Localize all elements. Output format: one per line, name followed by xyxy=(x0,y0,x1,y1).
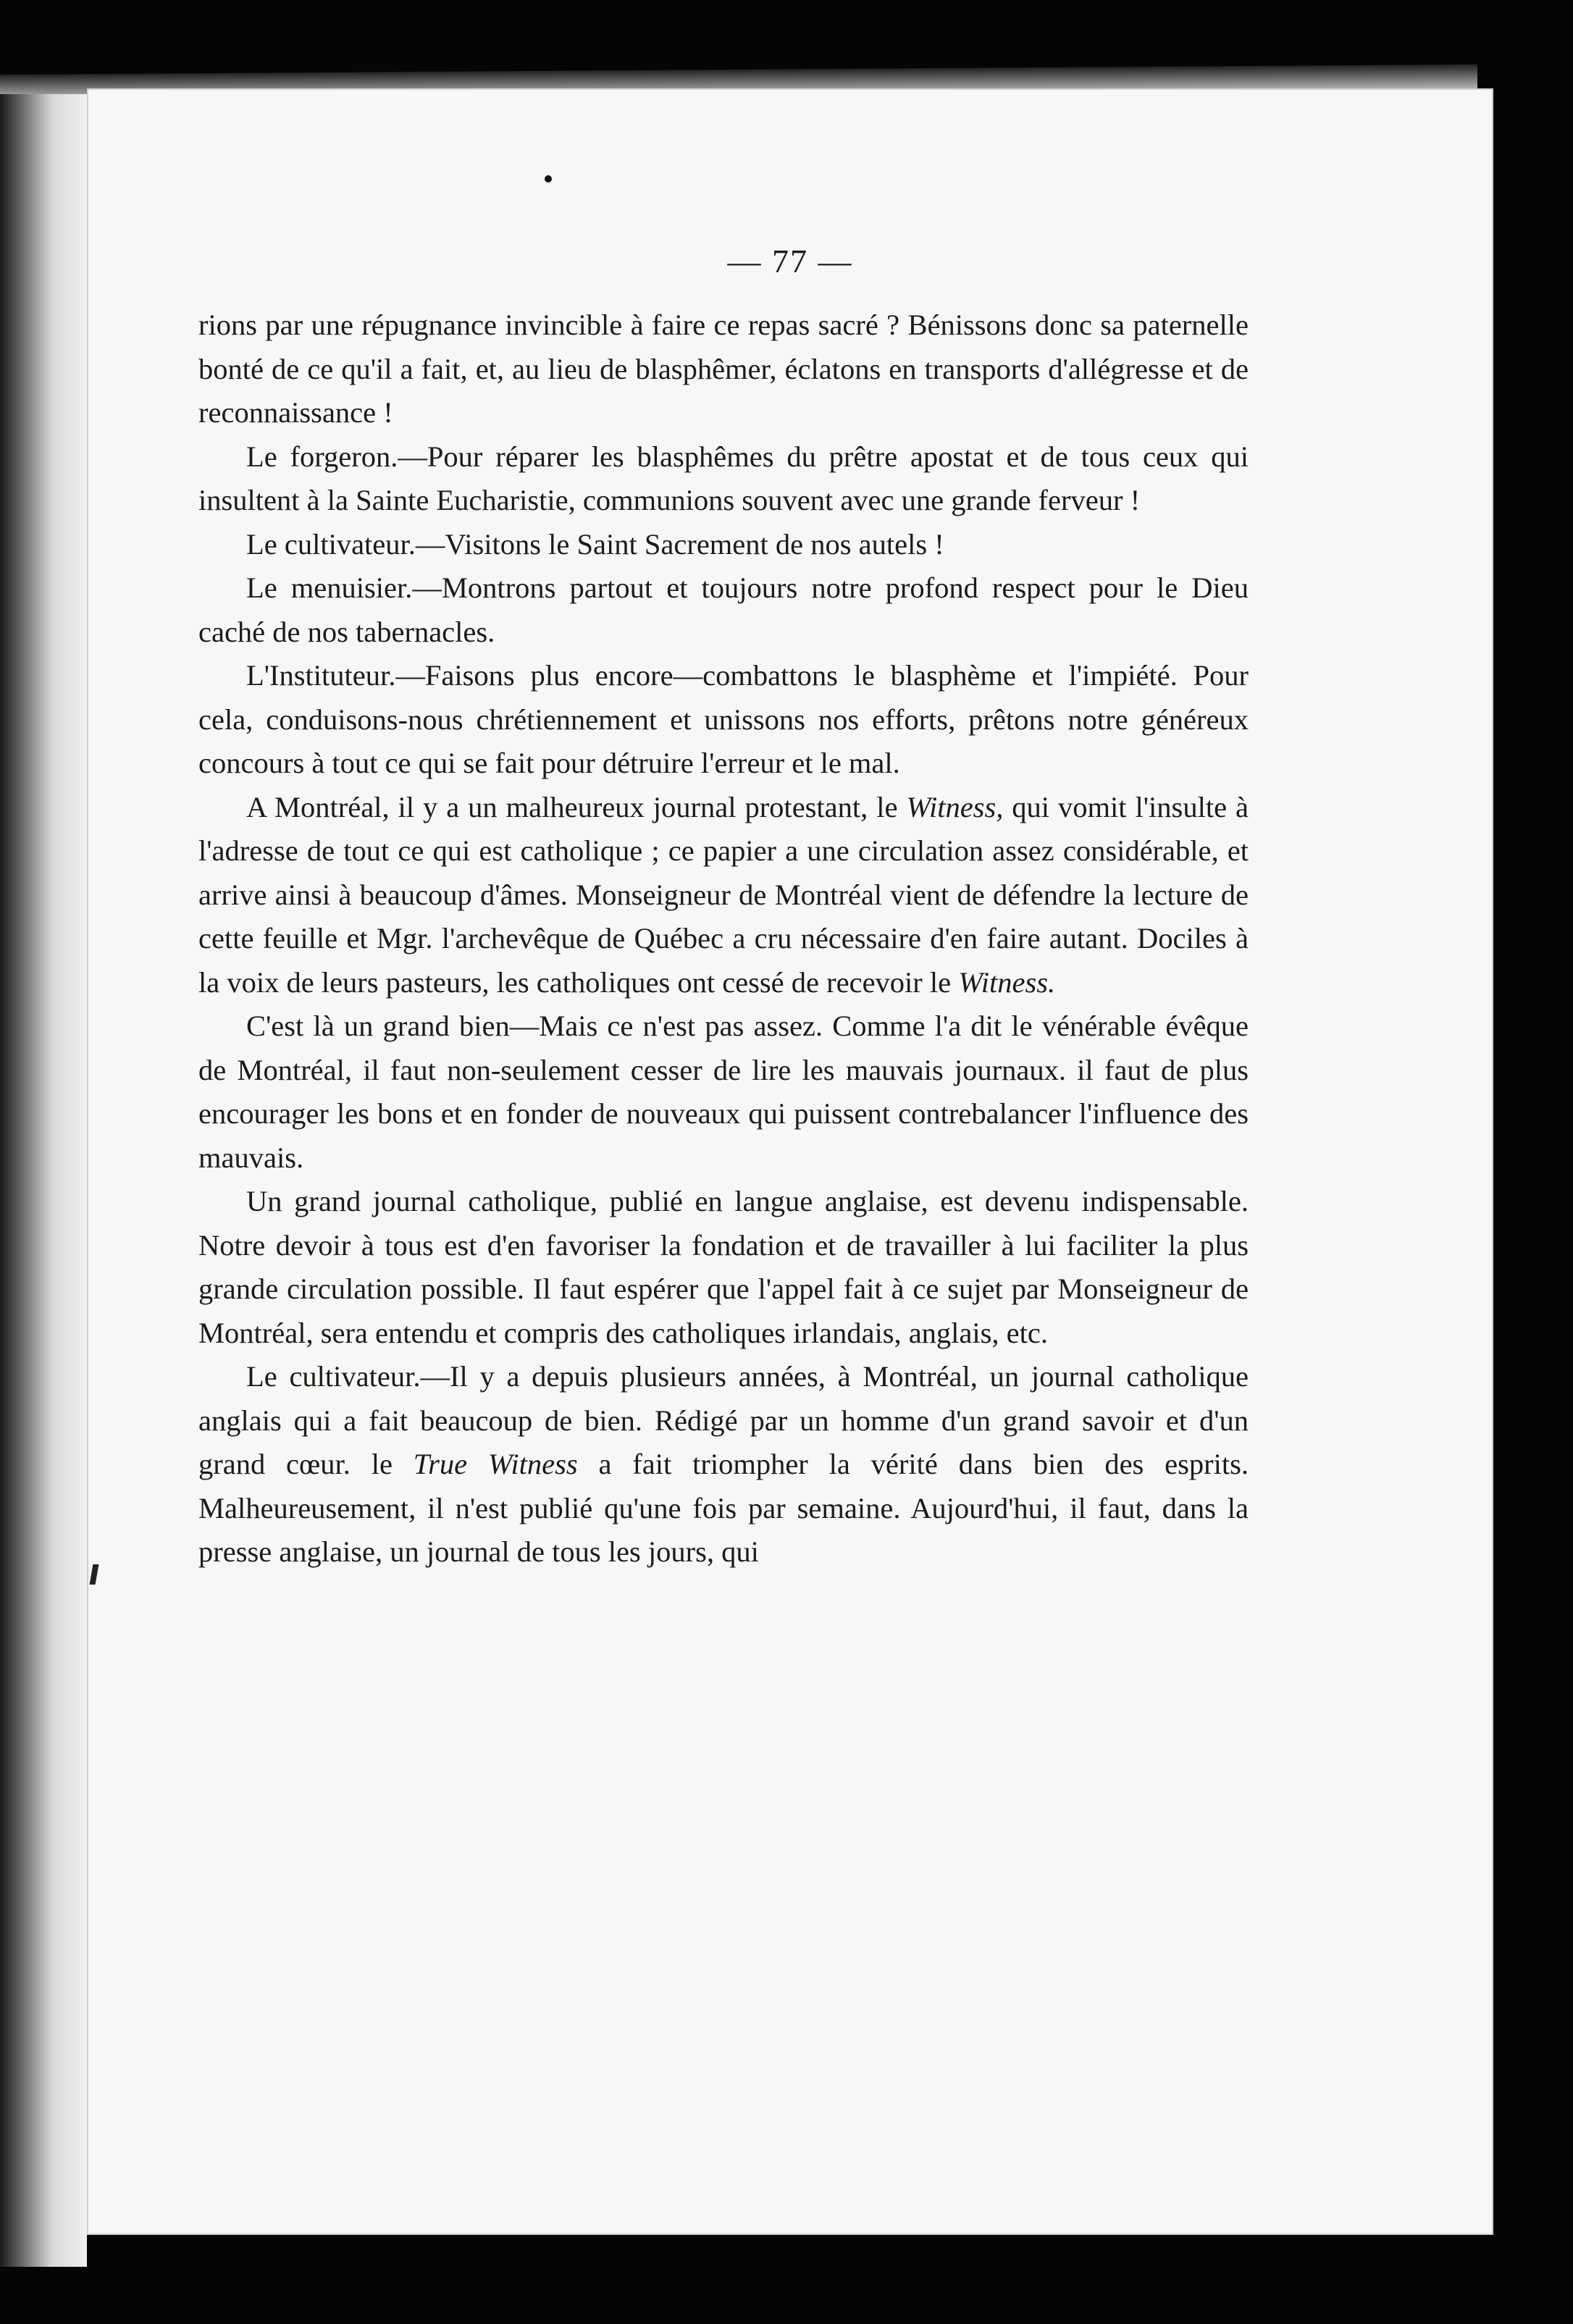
paragraph xyxy=(198,1180,1249,1355)
text-run: C'est là un grand bien—Mais ce n'est pas assez. Comme l'a dit le vénérable évêque de Montréal, il faut non-seulement cesser de lire les mauvais journaux. il faut de plus encourager les bons et en fonder de nouveaux qui puissent contrebalancer l'influence des mauvais. xyxy=(198,1010,1249,1174)
paragraph xyxy=(198,523,1249,567)
text-run: rions par une répugnance invincible à faire ce repas sacré ? Bénissons donc sa paternelle bonté de ce qu'il a fait, et, au lieu de blasphêmer, éclatons en transports d'allégresse et de reconnaissance ! xyxy=(198,309,1249,429)
paragraph xyxy=(198,303,1249,435)
italic-text: Witness. xyxy=(958,965,1056,999)
left-page-edge xyxy=(0,94,87,2267)
book-page xyxy=(88,90,1492,2233)
paragraph xyxy=(198,435,1249,523)
text-run: qui vomit l'insulte à l'adresse de tout ce qui est catholique ; ce papier a une circulation assez considérable, et arrive ainsi à beaucoup d'âmes. Monseigneur de Montréal vient de défendre la lecture de cette feuille et Mgr. l'archevêque de Québec a cru nécessaire d'en faire autant. Dociles à la voix de leurs pasteurs, les catholiques ont cessé de recevoir le xyxy=(198,790,1249,999)
paragraph xyxy=(198,654,1249,786)
text-run: Le cultivateur.—Il y a depuis plusieurs années, à Montréal, un journal catholique anglais qui a fait beaucoup de bien. Rédigé par un homme d'un grand savoir et d'un grand cœur. le xyxy=(198,1360,1249,1480)
italic-text: Witness, xyxy=(906,790,1004,823)
text-run: Le menuisier.—Montrons partout et toujours notre profond respect pour le Dieu caché de nos tabernacles. xyxy=(198,571,1249,648)
text-run: Un grand journal catholique, publié en langue anglaise, est devenu indispensable. Notre devoir à tous est d'en favoriser la fondation et de travailler à lui faciliter la plus grande circulation possible. Il faut espérer que l'appel fait à ce sujet par Monseigneur de Montréal, sera entendu et compris des catholiques irlandais, anglais, etc. xyxy=(198,1185,1249,1349)
text-run: Le forgeron.—Pour réparer les blasphêmes du prêtre apostat et de tous ceux qui insultent à la Sainte Eucharistie, communions souvent avec une grande ferveur ! xyxy=(198,440,1249,516)
paragraph xyxy=(198,1004,1249,1180)
page-number: — 77 — xyxy=(727,243,853,280)
text-run: A Montréal, il y a un malheureux journal protestant, le xyxy=(246,790,907,823)
text-run: L'Instituteur.—Faisons plus encore—combattons le blasphème et l'impiété. Pour cela, conduisons-nous chrétiennement et unissons nos efforts, prêtons notre généreux concours à tout ce qui se fait pour détruire l'erreur et le mal. xyxy=(198,659,1249,779)
body-text xyxy=(198,303,1249,1574)
paragraph xyxy=(198,1355,1249,1574)
ink-speck xyxy=(545,175,552,183)
text-run: Le cultivateur.—Visitons le Saint Sacrement de nos autels ! xyxy=(246,527,944,561)
paragraph xyxy=(198,786,1249,1005)
text-run: a fait triompher la vérité dans bien des esprits. Malheureusement, il n'est publié qu'une fois par semaine. Aujourd'hui, il faut, dans la presse anglaise, un journal de tous les jours, qui xyxy=(198,1448,1249,1568)
italic-text: True Witness xyxy=(413,1448,578,1480)
paragraph xyxy=(198,566,1249,654)
